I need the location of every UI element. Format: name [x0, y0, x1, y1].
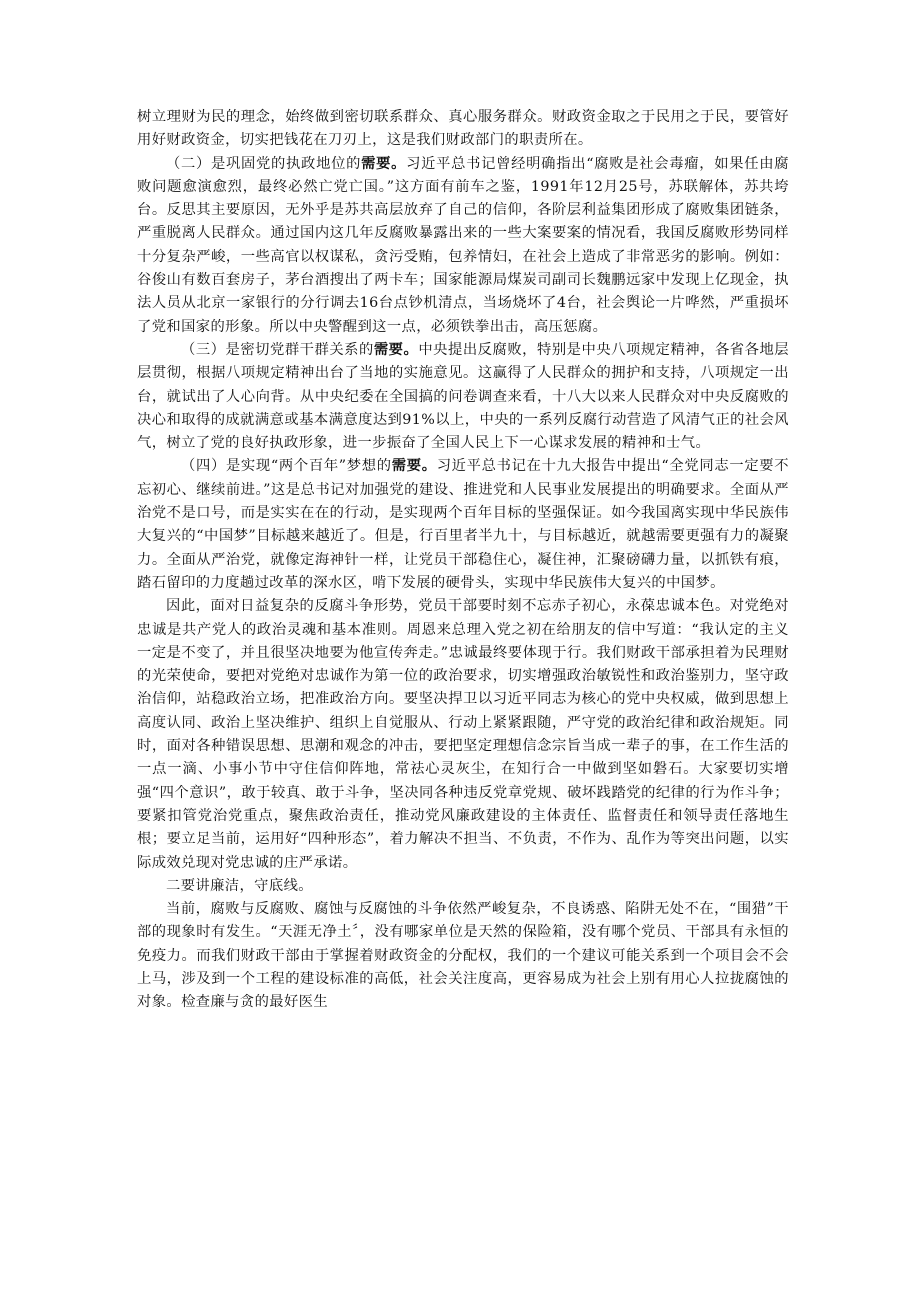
paragraph-text: 因此，面对日益复杂的反腐斗争形势，党员干部要时刻不忘赤子初心，永葆忠诚本色。对党绝对忠诚是共产党人的政治灵魂和基本准则。周恩来总理入党之初在给朋友的信中写道：“我认定的主义一定是不变了，并且很坚决地要为他宣传奔走。”忠诚最终要体现于行。我们财政干部承担着为民理财的光荣使命，要把对党绝对忠诚作为第一位的政治要求，切实增强政治敏锐性和政治鉴别力，坚守政治信仰，站稳政治立场，把准政治方向。要坚决捍卫以习近平同志为核心的党中央权威，做到思想上高度认同、政治上坚决维护、组织上自觉服从、行动上紧紧跟随，严守党的政治纪律和政治规矩。同时，面对各种错误思想、思潮和观念的冲击，要把坚定理想信念宗旨当成一辈子的事，在工作生活的一点一滴、小事小节中守住信仰阵地，常祛心灵灰尘，在知行合一中做到坚如磐石。大家要切实增强“四个意识”，敢于较真、敢于斗争，坚决同各种违反党章党规、破坏践踏党的纪律的行为作斗争；要紧扣管党治党重点，聚焦政治责任，推动党风廉政建设的主体责任、监督责任和领导责任落地生根；要立足当前，运用好“四种形态”，着力解决不担当、不负责，不作为、乱作为等突出问题，以实际成效兑现对党忠诚的庄严承诺。: [137, 598, 789, 871]
paragraph-7: [137, 898, 789, 1014]
paragraph-2: [137, 153, 789, 339]
paragraph-text: 树立理财为民的理念，始终做到密切联系群众、真心服务群众。财政资金取之于民用之于民，要管好用好财政资金，切实把钱花在刀刃上，这是我们财政部门的职责所在。: [137, 109, 789, 149]
paragraph-1: [137, 106, 789, 153]
paragraph-4: [137, 455, 789, 595]
section-heading: 二要讲廉洁，守底线。: [166, 877, 313, 894]
paragraph-text: 当前，腐败与反腐败、腐蚀与反腐蚀的斗争依然严峻复杂，不良诱惑、陷阱无处不在，“围猎”干部的现象时有发生。“天涯无净土〞，没有哪家单位是天然的保险箱，没有哪个党员、干部具有永恒的免疫力。而我们财政干部由于掌握着财政资金的分配权，我们的一个建议可能关系到一个项目会不会上马，涉及到一个工程的建设标准的高低，社会关注度高，更容易成为社会上别有用心人拉拢腐蚀的对象。检查廉与贪的最好医生: [137, 901, 789, 1011]
paragraph-text: 中央提出反腐败，特别是中央八项规定精神，各省各地层层贯彻，根据八项规定精神出台了当地的实施意见。这赢得了人民群众的拥护和支持，八项规定一出台，就试出了人心向背。从中央纪委在全国搞的问卷调查来看，十八大以来人民群众对中央反腐败的决心和取得的成就满意或基本满意度达到91%以上，中央的一系列反腐行动营造了风清气正的社会风气，树立了党的良好执政形象，进一步振奋了全国人民上下一心谋求发展的精神和士气。: [137, 341, 790, 452]
section-heading-3: （三）是密切党群干群关系的: [181, 341, 374, 358]
bold-keyword: 需要。: [361, 155, 407, 172]
paragraph-text: 习近平总书记在十九大报告中提出“全党同志一定要不忘初心、继续前进。”这是总书记对加强党的建设、推进党和人民事业发展提出的明确要求。全面从严治党不是口号，而是实实在在的行动，是实现两个百年目标的坚强保证。如今我国离实现中华民族伟大复兴的“中国梦”目标越来越近了。但是，行百里者半九十，与目标越近，就越需要更强有力的凝聚力。全面从严治党，就像定海神针一样，让党员干部稳住心，凝住神，汇聚磅礴力量，以抓铁有痕，踏石留印的力度趟过改革的深水区，啃下发展的硬骨头，实现中华民族伟大复兴的中国梦。: [137, 458, 789, 591]
paragraph-6: [137, 875, 789, 898]
paragraph-3: [137, 339, 789, 455]
section-heading-4: （四）是实现“两个百年”梦想的: [181, 458, 392, 475]
section-heading-2: （二）是巩固党的执政地位的: [166, 155, 362, 172]
bold-keyword: 需要。: [391, 458, 437, 475]
bold-keyword: 需要。: [373, 341, 419, 358]
paragraph-5: [137, 595, 789, 875]
paragraph-text: 习近平总书记曾经明确指出“腐败是社会毒瘤，如果任由腐败问题愈演愈烈，最终必然亡党亡国。”这方面有前车之鉴，1991年12月25号，苏联解体，苏共垮台。反思其主要原因，无外乎是苏共高层放弃了自己的信仰，各阶层利益集团形成了腐败集团链条，严重脱离人民群众。通过国内这几年反腐败暴露出来的一些大案要案的情况看，我国反腐败形势同样十分复杂严峻，一些高官以权谋私，贪污受贿，包养情妇，在社会上造成了非常恶劣的影响。例如：谷俊山有数百套房子，茅台酒搜出了两卡车；国家能源局煤炭司副司长魏鹏远家中发现上亿现金，执法人员从北京一家银行的分行调去16台点钞机清点，当场烧坏了4台，社会舆论一片哗然，严重损坏了党和国家的形象。所以中央警醒到这一点，必须铁拳出击，高压惩腐。: [137, 155, 789, 335]
document-body: [137, 106, 789, 1015]
